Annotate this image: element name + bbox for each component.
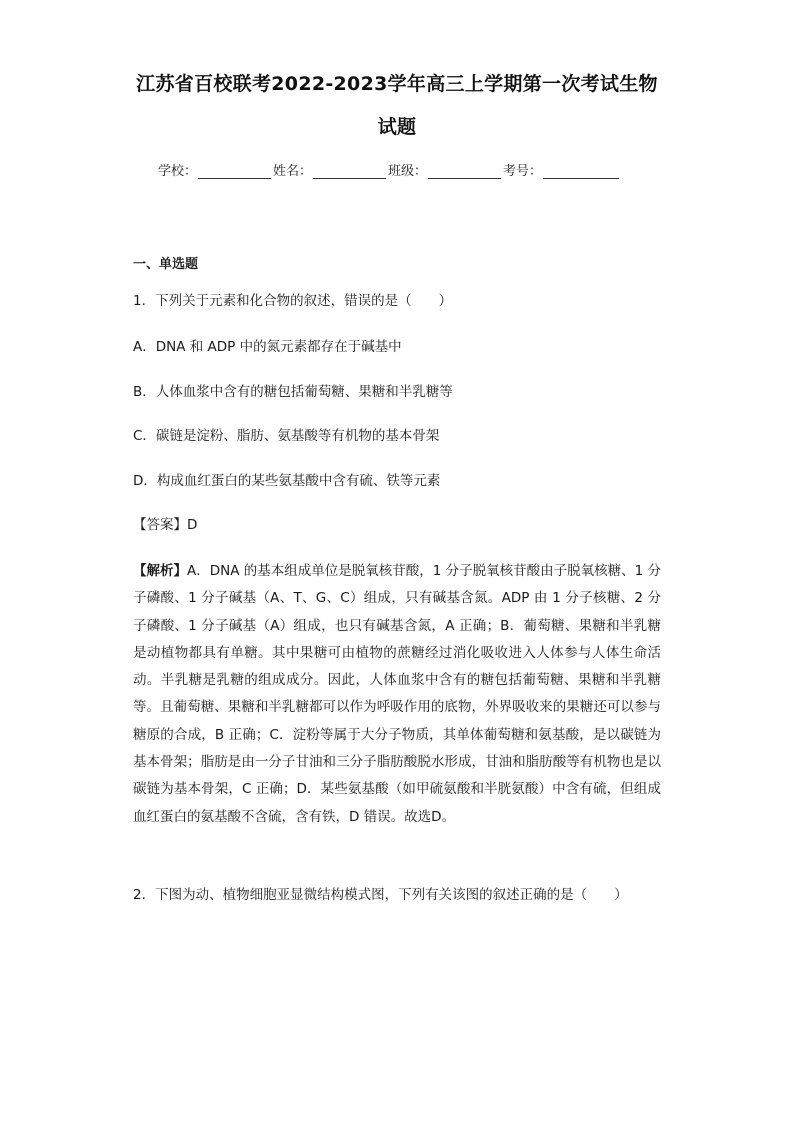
- question-1-option-a: A．DNA 和 ADP 中的氮元素都存在于碱基中: [133, 339, 402, 355]
- document-title-line2: 试题: [377, 116, 417, 138]
- analysis-text: A．DNA 的基本组成单位是脱氧核苷酸，1 分子脱氧核苷酸由子脱氧核糖、1 分子磷酸、1 分子碱基（A、T、G、C）组成，只有碱基含氮。ADP 由 1 分子核糖、2 分子磷酸、1 分子碱基（A）组成，也只有碱基含氮，A 正确；B．葡萄糖、果糖和半乳糖是动植物都具有单糖。其中果糖可由植物的蔗糖经过消化吸收进入人体参与人体生命活动。半乳糖是乳糖的组成成分。因此，人体血浆中含有的糖包括葡萄糖、果糖和半乳糖等。且葡萄糖、果糖和半乳糖都可以作为呼吸作用的底物，外界吸收来的果糖还可以参与糖原的合成，B 正确；C．淀粉等属于大分子物质，其单体葡萄糖和氨基酸，是以碳链为基本骨架；脂肪是由一分子甘油和三分子脂肪酸脱水形成，甘油和脂肪酸等有机物也是以碳链为基本骨架，C 正确；D．某些氨基酸（如甲硫氨酸和半胱氨酸）中含有硫，但组成血红蛋白的氨基酸不含硫，含有铁，D 错误。故选D。: [133, 563, 662, 825]
- name-blank: [313, 164, 386, 179]
- document-title-line1: 江苏省百校联考2022-2023学年高三上学期第一次考试生物: [136, 73, 658, 95]
- name-label: 姓名：: [273, 164, 313, 179]
- class-label: 班级：: [388, 164, 428, 179]
- question-1-option-d: D．构成血红蛋白的某些氨基酸中含有硫、铁等元素: [133, 473, 441, 489]
- exam-number-label: 考号：: [503, 164, 543, 179]
- question-2-stem: 2．下图为动、植物细胞亚显微结构模式图，下列有关该图的叙述正确的是（ ）: [133, 887, 628, 903]
- question-1-analysis: [133, 558, 661, 831]
- question-1-answer: 【答案】D: [133, 517, 198, 533]
- exam-number-blank: [543, 164, 619, 179]
- class-blank: [428, 164, 501, 179]
- question-1-stem: 1．下列关于元素和化合物的叙述，错误的是（ ）: [133, 293, 453, 309]
- analysis-tag: 【解析】: [133, 563, 187, 579]
- school-blank: [198, 164, 271, 179]
- student-info-row: [158, 160, 638, 179]
- section-heading: 一、单选题: [133, 257, 199, 272]
- school-label: 学校：: [158, 164, 198, 179]
- question-1-option-c: C．碳链是淀粉、脂肪、氨基酸等有机物的基本骨架: [133, 428, 440, 444]
- question-1-option-b: B．人体血浆中含有的糖包括葡萄糖、果糖和半乳糖等: [133, 384, 453, 400]
